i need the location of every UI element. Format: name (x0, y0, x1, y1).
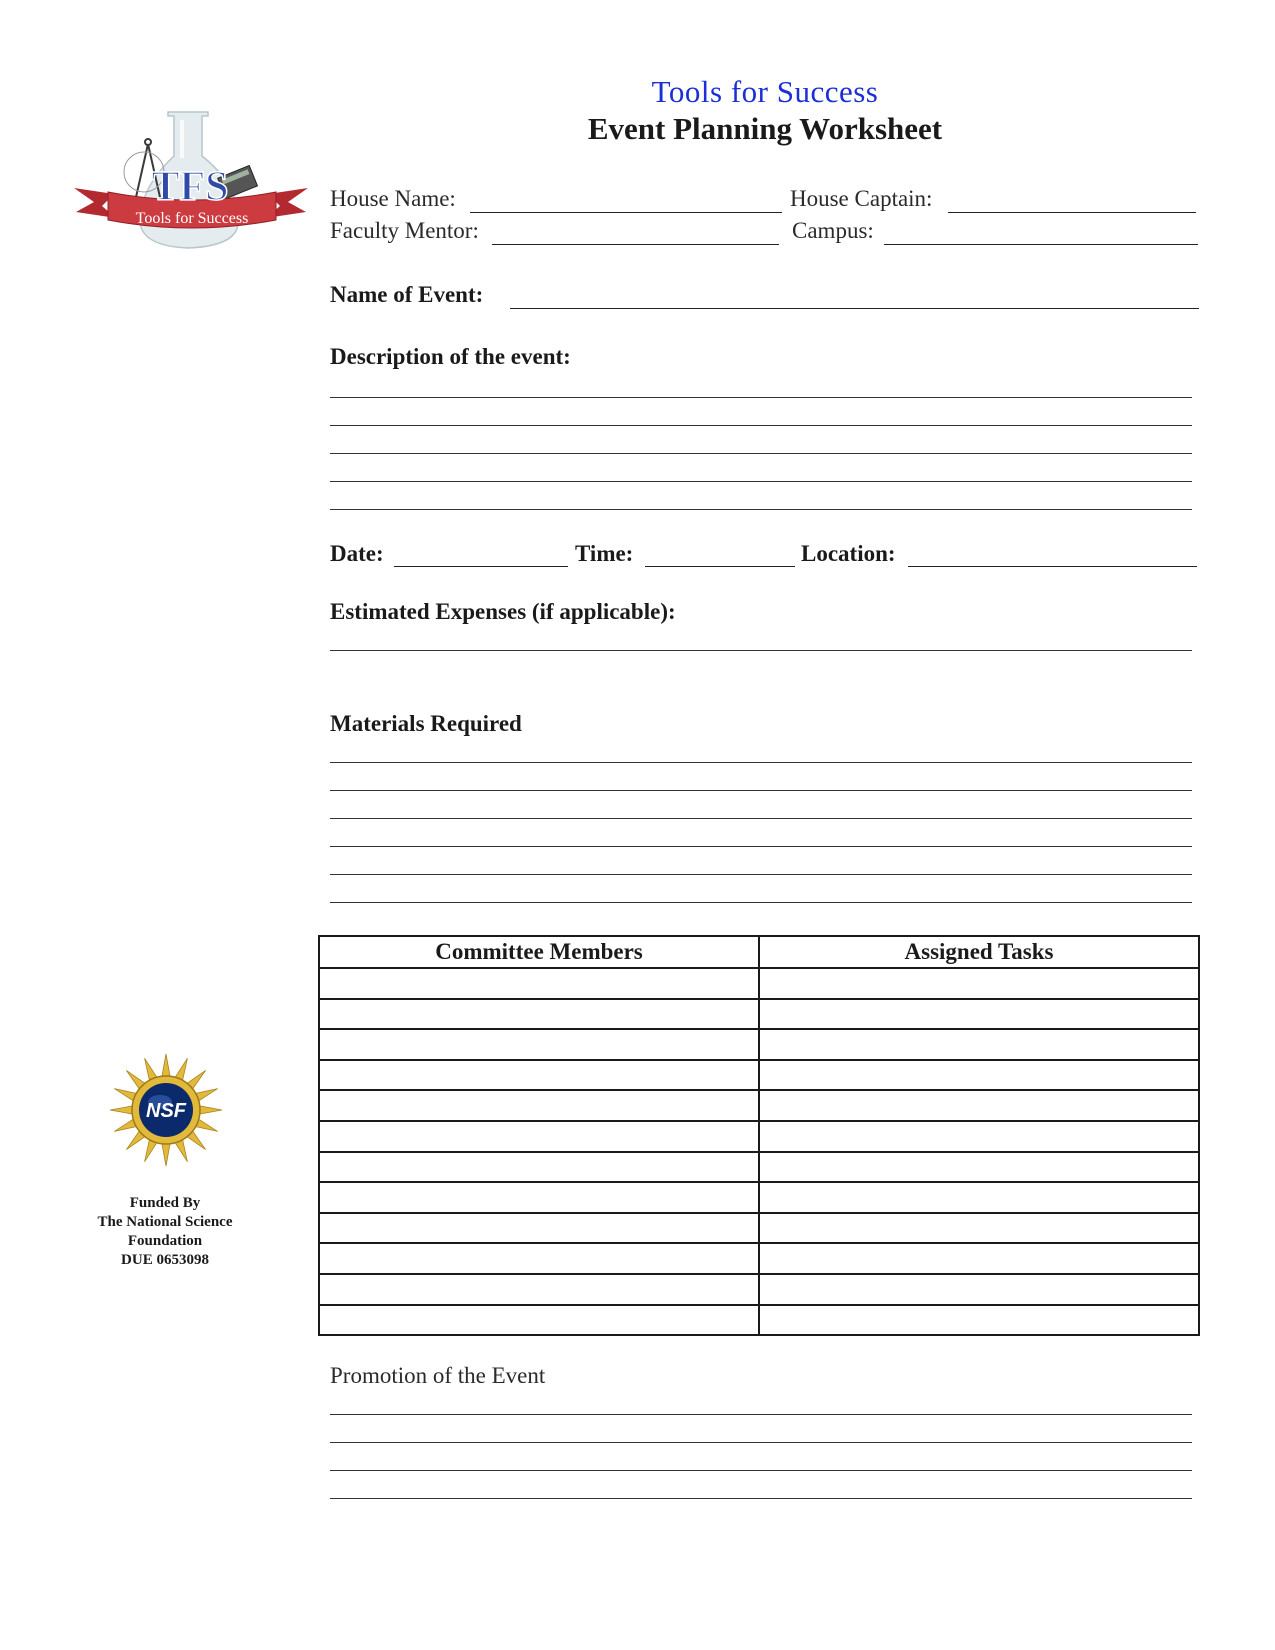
materials-line[interactable] (330, 790, 1192, 791)
nsf-badge-text: NSF (146, 1100, 186, 1122)
materials-line[interactable] (330, 846, 1192, 847)
assigned-task-cell[interactable] (759, 1090, 1199, 1121)
promotion-label: Promotion of the Event (330, 1363, 546, 1388)
event-name-label: Name of Event: (330, 282, 484, 307)
materials-line[interactable] (330, 818, 1192, 819)
assigned-task-cell[interactable] (759, 1121, 1199, 1152)
house-name-field[interactable] (470, 212, 782, 213)
funded-line: Funded By (129, 1195, 201, 1211)
assigned-task-cell[interactable] (759, 1213, 1199, 1244)
campus-field[interactable] (884, 244, 1198, 245)
program-title: Tools for Success (651, 74, 879, 109)
location-label: Location: (801, 541, 896, 566)
committee-member-cell[interactable] (319, 1182, 759, 1213)
tfs-logo (72, 108, 310, 258)
committee-member-cell[interactable] (319, 1090, 759, 1121)
committee-member-cell[interactable] (319, 1029, 759, 1060)
funded-line: The National Science (97, 1214, 233, 1230)
description-line[interactable] (330, 481, 1192, 482)
house-captain-label: House Captain: (790, 186, 933, 211)
table-row (319, 1243, 1199, 1274)
assigned-task-cell[interactable] (759, 1060, 1199, 1091)
faculty-mentor-label: Faculty Mentor: (330, 218, 479, 243)
committee-member-cell[interactable] (319, 1305, 759, 1336)
expenses-label: Estimated Expenses (if applicable): (330, 599, 676, 624)
table-row (319, 968, 1199, 999)
table-row (319, 1213, 1199, 1244)
grant-number: DUE 0653098 (121, 1252, 209, 1268)
promotion-line[interactable] (330, 1442, 1192, 1443)
house-name-label: House Name: (330, 186, 456, 211)
date-field[interactable] (394, 566, 568, 567)
description-line[interactable] (330, 425, 1192, 426)
committee-table (318, 935, 1200, 1336)
promotion-line[interactable] (330, 1470, 1192, 1471)
committee-member-cell[interactable] (319, 1152, 759, 1183)
funded-line: Foundation (127, 1233, 203, 1249)
table-row (319, 1121, 1199, 1152)
logo-monogram: TFS (151, 164, 229, 210)
table-row (319, 1060, 1199, 1091)
assigned-task-cell[interactable] (759, 1305, 1199, 1336)
committee-member-cell[interactable] (319, 1274, 759, 1305)
time-label: Time: (575, 541, 634, 566)
promotion-line[interactable] (330, 1414, 1192, 1415)
date-label: Date: (330, 541, 384, 566)
location-field[interactable] (908, 566, 1197, 567)
committee-member-cell[interactable] (319, 999, 759, 1030)
description-line[interactable] (330, 509, 1192, 510)
time-field[interactable] (645, 566, 795, 567)
committee-table-body (319, 968, 1199, 1335)
description-line[interactable] (330, 397, 1192, 398)
table-header-row (319, 936, 1199, 968)
funding-note (70, 1194, 260, 1270)
table-row (319, 1152, 1199, 1183)
table-row (319, 1274, 1199, 1305)
assigned-task-cell[interactable] (759, 1182, 1199, 1213)
logo-text: Tools for Success (135, 210, 249, 227)
description-line[interactable] (330, 453, 1192, 454)
materials-line[interactable] (330, 762, 1192, 763)
assigned-task-cell[interactable] (759, 1152, 1199, 1183)
committee-members-header: Committee Members (319, 936, 759, 968)
faculty-mentor-field[interactable] (492, 244, 779, 245)
committee-member-cell[interactable] (319, 1121, 759, 1152)
committee-member-cell[interactable] (319, 1213, 759, 1244)
house-captain-field[interactable] (948, 212, 1196, 213)
assigned-task-cell[interactable] (759, 1274, 1199, 1305)
event-name-field[interactable] (510, 308, 1199, 309)
table-row (319, 1029, 1199, 1060)
assigned-task-cell[interactable] (759, 968, 1199, 999)
table-row (319, 1182, 1199, 1213)
committee-member-cell[interactable] (319, 1243, 759, 1274)
materials-label: Materials Required (330, 711, 522, 736)
assigned-task-cell[interactable] (759, 1243, 1199, 1274)
expenses-line[interactable] (330, 650, 1192, 651)
committee-member-cell[interactable] (319, 968, 759, 999)
campus-label: Campus: (792, 218, 874, 243)
nsf-seal (108, 1052, 224, 1168)
table-row (319, 1305, 1199, 1336)
assigned-task-cell[interactable] (759, 1029, 1199, 1060)
description-label: Description of the event: (330, 344, 571, 369)
committee-member-cell[interactable] (319, 1060, 759, 1091)
assigned-task-cell[interactable] (759, 999, 1199, 1030)
table-row (319, 1090, 1199, 1121)
materials-line[interactable] (330, 874, 1192, 875)
promotion-line[interactable] (330, 1498, 1192, 1499)
assigned-tasks-header: Assigned Tasks (759, 936, 1199, 968)
table-row (319, 999, 1199, 1030)
materials-line[interactable] (330, 902, 1192, 903)
page-title: Event Planning Worksheet (587, 111, 943, 146)
